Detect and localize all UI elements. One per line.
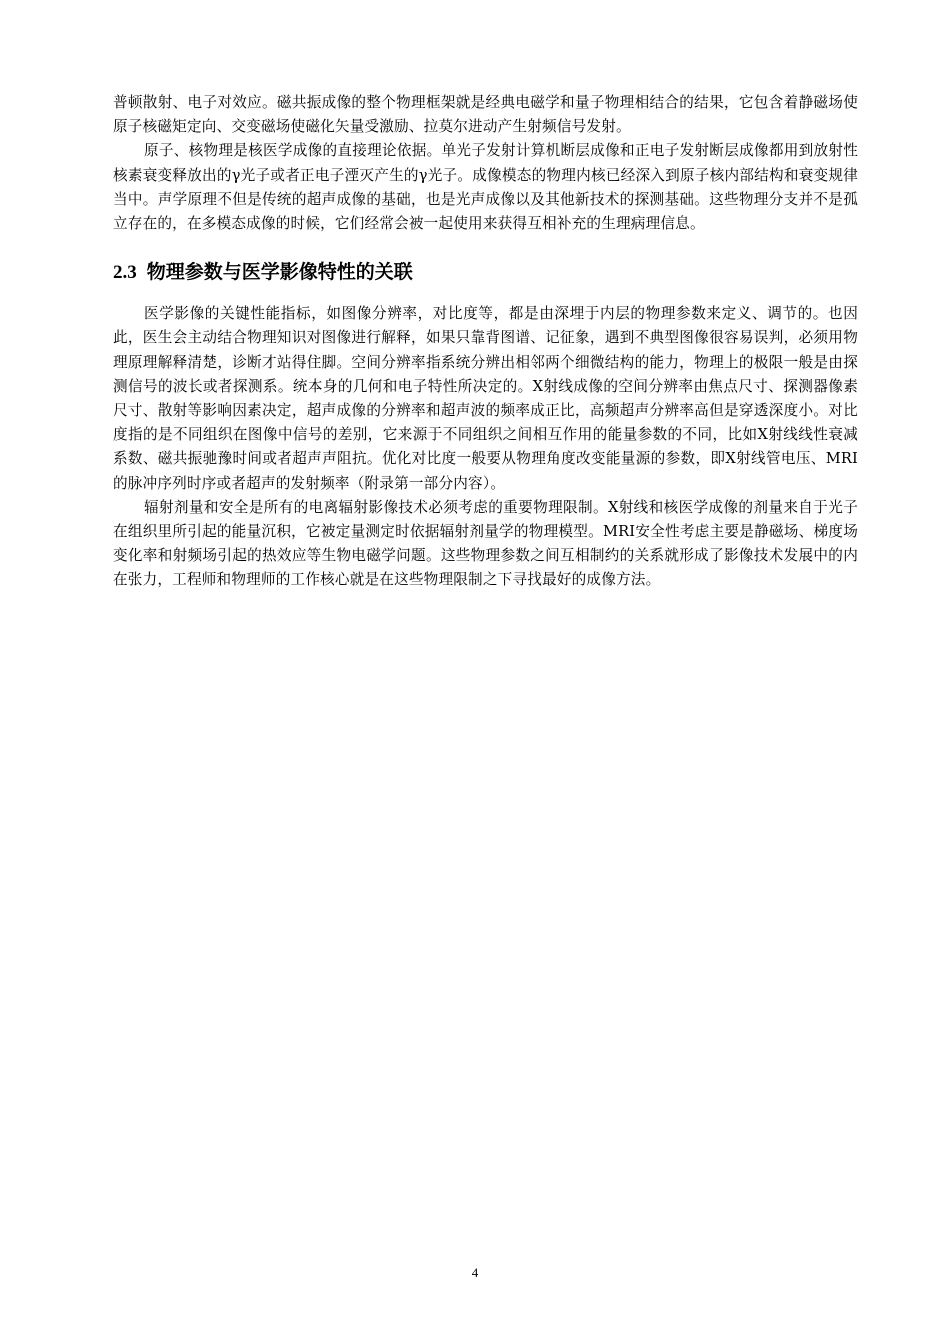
page-number: 4 <box>471 1265 479 1280</box>
paragraph-continuation: 普顿散射、电子对效应。磁共振成像的整个物理框架就是经典电磁学和量子物理相结合的结果，它包含着静磁场使原子核磁矩定向、交变磁场使磁化矢量受激励、拉莫尔进动产生射频信号发射。 <box>113 94 858 136</box>
section-title: 物理参数与医学影像特性的关联 <box>146 261 413 284</box>
section-heading <box>113 258 858 287</box>
paragraph-nuclear-physics: 原子、核物理是核医学成像的直接理论依据。单光子发射计算机断层成像和正电子发射断层成像都用到放射性核素衰变释放出的γ光子或者正电子湮灭产生的γ光子。成像模态的物理内核已经深入到原子核内部结构和衰变规律当中。声学原理不但是传统的超声成像的基础，也是光声成像以及其他新技术的探测基础。这些物理分支并不是孤立存在的，在多模态成像的时候，它们经常会被一起使用来获得互相补充的生理病理信息。 <box>113 142 858 233</box>
paragraph-radiation-safety: 辐射剂量和安全是所有的电离辐射影像技术必须考虑的重要物理限制。X射线和核医学成像的剂量来自于光子在组织里所引起的能量沉积，它被定量测定时依据辐射剂量学的物理模型。MRI安全性考虑主要是静磁场、梯度场变化率和射频场引起的热效应等生物电磁学问题。这些物理参数之间互相制约的关系就形成了影像技术发展中的内在张力，工程师和物理师的工作核心就是在这些物理限制之下寻找最好的成像方法。 <box>113 498 858 589</box>
paragraph-imaging-metrics: 医学影像的关键性能指标，如图像分辨率，对比度等，都是由深埋于内层的物理参数来定义、调节的。也因此，医生会主动结合物理知识对图像进行解释，如果只靠背图谱、记征象，遇到不典型图像很容易误判，必须用物理原理解释清楚，诊断才站得住脚。空间分辨率指系统分辨出相邻两个细微结构的能力，物理上的极限一般是由探测信号的波长或者探测系。统本身的几何和电子特性所决定的。X射线成像的空间分辨率由焦点尺寸、探测器像素尺寸、散射等影响因素决定，超声成像的分辨率和超声波的频率成正比，高频超声分辨率高但是穿透深度小。对比度指的是不同组织在图像中信号的差别，它来源于不同组织之间相互作用的能量参数的不同，比如X射线线性衰减系数、磁共振驰豫时间或者超声声阻抗。优化对比度一般要从物理角度改变能量源的参数，即X射线管电压、MRI的脉冲序列时序或者超声的发射频率（附录第一部分内容）。 <box>113 305 858 492</box>
document-page <box>113 91 858 593</box>
section-number: 2.3 <box>113 262 137 284</box>
